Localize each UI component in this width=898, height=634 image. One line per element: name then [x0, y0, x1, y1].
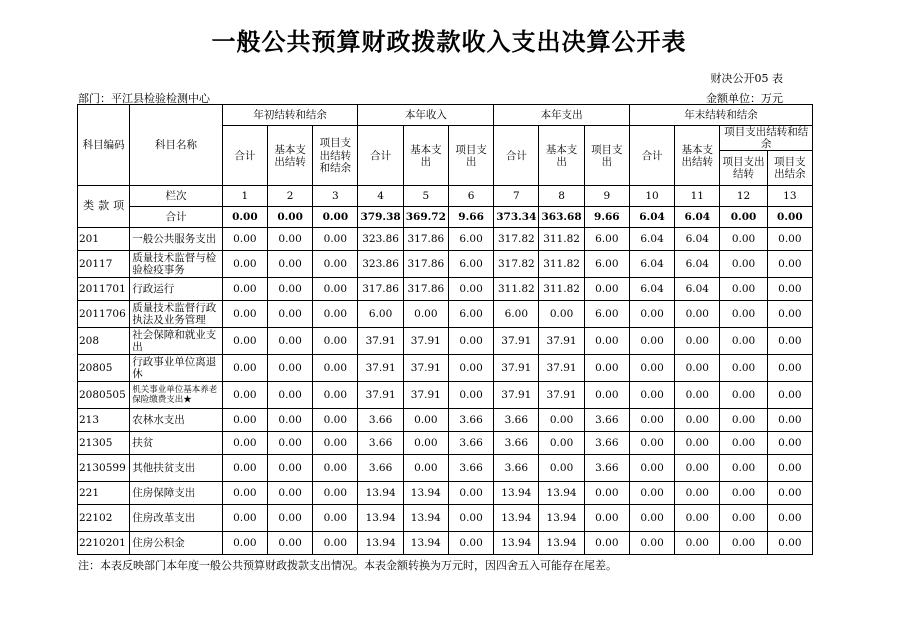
value-cell: 0.00: [222, 505, 267, 532]
column-number: 11: [675, 186, 720, 207]
value-cell: 13.94: [403, 482, 448, 505]
value-cell: 6.00: [448, 251, 493, 278]
value-cell: 0.00: [222, 251, 267, 278]
value-cell: 3.66: [448, 409, 493, 432]
value-cell: 0.00: [313, 251, 358, 278]
value-cell: 0.00: [222, 382, 267, 409]
header-g1-total: 合计: [222, 126, 267, 186]
subject-name: 质量技术监督与检验检疫事务: [130, 251, 222, 278]
header-code: 科目编码: [78, 105, 130, 186]
value-cell: 0.00: [720, 432, 767, 455]
subject-code: 2210201: [78, 532, 130, 555]
value-cell: 317.82: [494, 228, 539, 251]
header-xiang: 项: [113, 199, 125, 213]
value-cell: 0.00: [720, 482, 767, 505]
column-number: 2: [267, 186, 312, 207]
subject-name: 农林水支出: [130, 409, 222, 432]
value-cell: 0.00: [313, 382, 358, 409]
total-cell: 379.38: [358, 207, 403, 228]
value-cell: 0.00: [267, 328, 312, 355]
value-cell: 0.00: [584, 278, 629, 301]
value-cell: 0.00: [767, 328, 812, 355]
value-cell: 323.86: [358, 228, 403, 251]
column-number: 7: [494, 186, 539, 207]
total-cell: 0.00: [267, 207, 312, 228]
subject-name: 社会保障和就业支出: [130, 328, 222, 355]
table-row: [78, 382, 813, 409]
value-cell: 37.91: [403, 355, 448, 382]
value-cell: 0.00: [539, 455, 584, 482]
header-g2-project: 项目支出: [448, 126, 493, 186]
header-g3-project: 项目支出: [584, 126, 629, 186]
subject-name: 住房公积金: [130, 532, 222, 555]
subject-code: 2011706: [78, 301, 130, 328]
value-cell: 13.94: [494, 532, 539, 555]
value-cell: 3.66: [448, 455, 493, 482]
value-cell: 0.00: [675, 409, 720, 432]
value-cell: 0.00: [313, 482, 358, 505]
value-cell: 0.00: [720, 355, 767, 382]
value-cell: 0.00: [720, 228, 767, 251]
value-cell: 311.82: [539, 251, 584, 278]
subject-code: 21305: [78, 432, 130, 455]
value-cell: 0.00: [720, 455, 767, 482]
value-cell: 13.94: [539, 505, 584, 532]
table-row: [78, 482, 813, 505]
header-g4-proj-carry: 项目支出结转: [720, 151, 767, 186]
value-cell: 0.00: [767, 382, 812, 409]
value-cell: 0.00: [313, 409, 358, 432]
value-cell: 0.00: [313, 228, 358, 251]
value-cell: 0.00: [675, 382, 720, 409]
value-cell: 0.00: [267, 355, 312, 382]
value-cell: 3.66: [494, 455, 539, 482]
value-cell: 0.00: [448, 328, 493, 355]
subject-code: 201: [78, 228, 130, 251]
table-row: [78, 278, 813, 301]
value-cell: 0.00: [720, 382, 767, 409]
page-title: 一般公共预算财政拨款收入支出决算公开表: [211, 27, 687, 56]
header-g3-total: 合计: [494, 126, 539, 186]
value-cell: 0.00: [584, 328, 629, 355]
value-cell: 37.91: [494, 382, 539, 409]
subject-name: 扶贫: [130, 432, 222, 455]
value-cell: 0.00: [539, 432, 584, 455]
value-cell: 0.00: [629, 532, 674, 555]
total-cell: 363.68: [539, 207, 584, 228]
value-cell: 0.00: [675, 301, 720, 328]
value-cell: 0.00: [629, 328, 674, 355]
subject-code: 20805: [78, 355, 130, 382]
value-cell: 6.04: [629, 251, 674, 278]
value-cell: 0.00: [448, 278, 493, 301]
value-cell: 0.00: [313, 532, 358, 555]
value-cell: 0.00: [222, 532, 267, 555]
subject-name: 机关事业单位基本养老保险缴费支出★: [130, 382, 222, 409]
subject-code: 221: [78, 482, 130, 505]
value-cell: 0.00: [267, 432, 312, 455]
value-cell: 0.00: [222, 228, 267, 251]
value-cell: 0.00: [267, 228, 312, 251]
value-cell: 37.91: [539, 328, 584, 355]
value-cell: 6.00: [584, 301, 629, 328]
value-cell: 0.00: [448, 532, 493, 555]
value-cell: 0.00: [584, 532, 629, 555]
department-label: 部门：平江县检验检测中心: [78, 92, 210, 105]
column-number: 12: [720, 186, 767, 207]
column-number-label: 栏次: [130, 186, 222, 207]
value-cell: 0.00: [222, 278, 267, 301]
total-cell: 0.00: [222, 207, 267, 228]
column-number: 3: [313, 186, 358, 207]
header-g4-project-group: 项目支出结转和结余: [720, 126, 813, 151]
value-cell: 0.00: [629, 482, 674, 505]
subject-code: 2011701: [78, 278, 130, 301]
value-cell: 0.00: [767, 355, 812, 382]
value-cell: 6.04: [675, 251, 720, 278]
value-cell: 0.00: [629, 432, 674, 455]
value-cell: 13.94: [494, 482, 539, 505]
value-cell: 0.00: [222, 409, 267, 432]
value-cell: 3.66: [358, 432, 403, 455]
value-cell: 0.00: [767, 532, 812, 555]
budget-table: [77, 104, 813, 555]
column-number: 4: [358, 186, 403, 207]
column-number: 10: [629, 186, 674, 207]
value-cell: 0.00: [675, 532, 720, 555]
total-cell: 369.72: [403, 207, 448, 228]
value-cell: 0.00: [267, 278, 312, 301]
value-cell: 311.82: [539, 228, 584, 251]
value-cell: 0.00: [767, 409, 812, 432]
value-cell: 0.00: [720, 532, 767, 555]
value-cell: 0.00: [267, 382, 312, 409]
value-cell: 0.00: [584, 382, 629, 409]
value-cell: 13.94: [358, 532, 403, 555]
value-cell: 13.94: [358, 505, 403, 532]
value-cell: 6.00: [584, 251, 629, 278]
value-cell: 0.00: [720, 301, 767, 328]
value-cell: 0.00: [767, 251, 812, 278]
value-cell: 13.94: [403, 505, 448, 532]
value-cell: 0.00: [675, 355, 720, 382]
value-cell: 0.00: [720, 278, 767, 301]
value-cell: 0.00: [767, 228, 812, 251]
subject-code: 2130599: [78, 455, 130, 482]
value-cell: 6.00: [494, 301, 539, 328]
column-number: 6: [448, 186, 493, 207]
table-row: [78, 432, 813, 455]
value-cell: 6.04: [675, 228, 720, 251]
subject-code: 213: [78, 409, 130, 432]
value-cell: 0.00: [267, 532, 312, 555]
header-name: 科目名称: [130, 105, 222, 186]
value-cell: 37.91: [403, 382, 448, 409]
value-cell: 0.00: [267, 301, 312, 328]
value-cell: 0.00: [313, 355, 358, 382]
value-cell: 0.00: [720, 328, 767, 355]
header-group-closing: 年末结转和结余: [629, 105, 812, 126]
value-cell: 0.00: [222, 328, 267, 355]
form-number: 财决公开05 表: [710, 72, 783, 85]
value-cell: 0.00: [403, 409, 448, 432]
value-cell: 13.94: [494, 505, 539, 532]
value-cell: 13.94: [539, 482, 584, 505]
value-cell: 0.00: [267, 505, 312, 532]
value-cell: 3.66: [358, 455, 403, 482]
value-cell: 0.00: [584, 505, 629, 532]
header-kuan: 款: [98, 199, 110, 213]
value-cell: 3.66: [584, 409, 629, 432]
column-number: 13: [767, 186, 812, 207]
value-cell: 317.86: [403, 251, 448, 278]
subject-code: 22102: [78, 505, 130, 532]
value-cell: 0.00: [767, 455, 812, 482]
column-number-row: [78, 186, 813, 207]
subject-name: 质量技术监督行政执法及业务管理: [130, 301, 222, 328]
value-cell: 0.00: [675, 505, 720, 532]
total-cell: 0.00: [720, 207, 767, 228]
value-cell: 3.66: [584, 455, 629, 482]
subject-name: 住房保障支出: [130, 482, 222, 505]
value-cell: 0.00: [403, 432, 448, 455]
table-row: [78, 228, 813, 251]
value-cell: 13.94: [358, 482, 403, 505]
value-cell: 0.00: [222, 455, 267, 482]
value-cell: 37.91: [403, 328, 448, 355]
table-row: [78, 355, 813, 382]
value-cell: 0.00: [675, 432, 720, 455]
value-cell: 0.00: [267, 409, 312, 432]
value-cell: 0.00: [267, 482, 312, 505]
subject-name: 一般公共服务支出: [130, 228, 222, 251]
header-group-expense: 本年支出: [494, 105, 630, 126]
header-g3-basic: 基本支出: [539, 126, 584, 186]
value-cell: 3.66: [448, 432, 493, 455]
header-group-opening: 年初结转和结余: [222, 105, 358, 126]
value-cell: 0.00: [448, 482, 493, 505]
value-cell: 0.00: [539, 409, 584, 432]
value-cell: 3.66: [584, 432, 629, 455]
value-cell: 317.86: [403, 228, 448, 251]
table-row: [78, 328, 813, 355]
column-number: 1: [222, 186, 267, 207]
value-cell: 323.86: [358, 251, 403, 278]
value-cell: 0.00: [767, 505, 812, 532]
value-cell: 0.00: [767, 301, 812, 328]
header-g1-basic: 基本支出结转: [267, 126, 312, 186]
value-cell: 317.86: [403, 278, 448, 301]
value-cell: 0.00: [629, 382, 674, 409]
value-cell: 6.04: [629, 228, 674, 251]
value-cell: 0.00: [313, 328, 358, 355]
value-cell: 0.00: [675, 482, 720, 505]
value-cell: 317.82: [494, 251, 539, 278]
value-cell: 0.00: [675, 455, 720, 482]
header-g4-proj-surplus: 项目支出结余: [767, 151, 812, 186]
header-lei: 类: [83, 199, 95, 213]
header-group-income: 本年收入: [358, 105, 494, 126]
subject-name: 其他扶贫支出: [130, 455, 222, 482]
value-cell: 311.82: [539, 278, 584, 301]
value-cell: 0.00: [539, 301, 584, 328]
value-cell: 0.00: [313, 432, 358, 455]
value-cell: 0.00: [403, 455, 448, 482]
column-number: 9: [584, 186, 629, 207]
subject-name: 住房改革支出: [130, 505, 222, 532]
value-cell: 0.00: [313, 278, 358, 301]
value-cell: 37.91: [494, 355, 539, 382]
value-cell: 0.00: [222, 355, 267, 382]
value-cell: 0.00: [267, 251, 312, 278]
table-row: [78, 251, 813, 278]
header-g4-basic: 基本支出结转: [675, 126, 720, 186]
value-cell: 0.00: [222, 301, 267, 328]
header-g4-total: 合计: [629, 126, 674, 186]
value-cell: 37.91: [539, 382, 584, 409]
header-g2-total: 合计: [358, 126, 403, 186]
value-cell: 0.00: [584, 482, 629, 505]
value-cell: 6.04: [675, 278, 720, 301]
subject-name: 行政事业单位离退休: [130, 355, 222, 382]
total-cell: 373.34: [494, 207, 539, 228]
value-cell: 317.86: [358, 278, 403, 301]
value-cell: 0.00: [448, 505, 493, 532]
total-cell: 9.66: [584, 207, 629, 228]
value-cell: 0.00: [720, 409, 767, 432]
subject-code: 2080505: [78, 382, 130, 409]
value-cell: 6.00: [358, 301, 403, 328]
table-row: [78, 505, 813, 532]
table-row: [78, 409, 813, 432]
total-row: [78, 207, 813, 228]
subject-code: 208: [78, 328, 130, 355]
value-cell: 0.00: [720, 251, 767, 278]
value-cell: 37.91: [358, 355, 403, 382]
value-cell: 6.00: [448, 228, 493, 251]
value-cell: 37.91: [358, 328, 403, 355]
value-cell: 0.00: [629, 301, 674, 328]
value-cell: 0.00: [313, 505, 358, 532]
table-row: [78, 455, 813, 482]
value-cell: 0.00: [313, 301, 358, 328]
value-cell: 0.00: [313, 455, 358, 482]
table-row: [78, 532, 813, 555]
value-cell: 0.00: [629, 355, 674, 382]
value-cell: 3.66: [494, 432, 539, 455]
value-cell: 0.00: [675, 328, 720, 355]
total-cell: 9.66: [448, 207, 493, 228]
value-cell: 0.00: [767, 278, 812, 301]
value-cell: 0.00: [403, 301, 448, 328]
value-cell: 6.04: [629, 278, 674, 301]
header-g1-project: 项目支出结转和结余: [313, 126, 358, 186]
value-cell: 0.00: [767, 482, 812, 505]
value-cell: 0.00: [720, 505, 767, 532]
value-cell: 0.00: [222, 482, 267, 505]
value-cell: 0.00: [267, 455, 312, 482]
value-cell: 37.91: [494, 328, 539, 355]
column-number: 5: [403, 186, 448, 207]
subject-name: 行政运行: [130, 278, 222, 301]
total-cell: 0.00: [313, 207, 358, 228]
value-cell: 0.00: [448, 355, 493, 382]
value-cell: 6.00: [584, 228, 629, 251]
total-label: 合计: [130, 207, 222, 228]
lei-kuan-xiang-header: [78, 186, 130, 228]
value-cell: 13.94: [403, 532, 448, 555]
value-cell: 0.00: [629, 409, 674, 432]
value-cell: 37.91: [358, 382, 403, 409]
header-g2-basic: 基本支出: [403, 126, 448, 186]
value-cell: 0.00: [629, 505, 674, 532]
footnote: 注：本表反映部门本年度一般公共预算财政拨款支出情况。本表金额转换为万元时，因四舍五入可能存在尾差。: [78, 559, 617, 572]
value-cell: 3.66: [494, 409, 539, 432]
table-row: [78, 301, 813, 328]
value-cell: 13.94: [539, 532, 584, 555]
total-cell: 6.04: [675, 207, 720, 228]
value-cell: 0.00: [767, 432, 812, 455]
value-cell: 311.82: [494, 278, 539, 301]
value-cell: 0.00: [629, 455, 674, 482]
column-number: 8: [539, 186, 584, 207]
subject-code: 20117: [78, 251, 130, 278]
value-cell: 0.00: [584, 355, 629, 382]
value-cell: 0.00: [448, 382, 493, 409]
total-cell: 6.04: [629, 207, 674, 228]
total-cell: 0.00: [767, 207, 812, 228]
value-cell: 0.00: [222, 432, 267, 455]
amount-unit-label: 金额单位：万元: [706, 92, 783, 105]
value-cell: 37.91: [539, 355, 584, 382]
value-cell: 6.00: [448, 301, 493, 328]
value-cell: 3.66: [358, 409, 403, 432]
